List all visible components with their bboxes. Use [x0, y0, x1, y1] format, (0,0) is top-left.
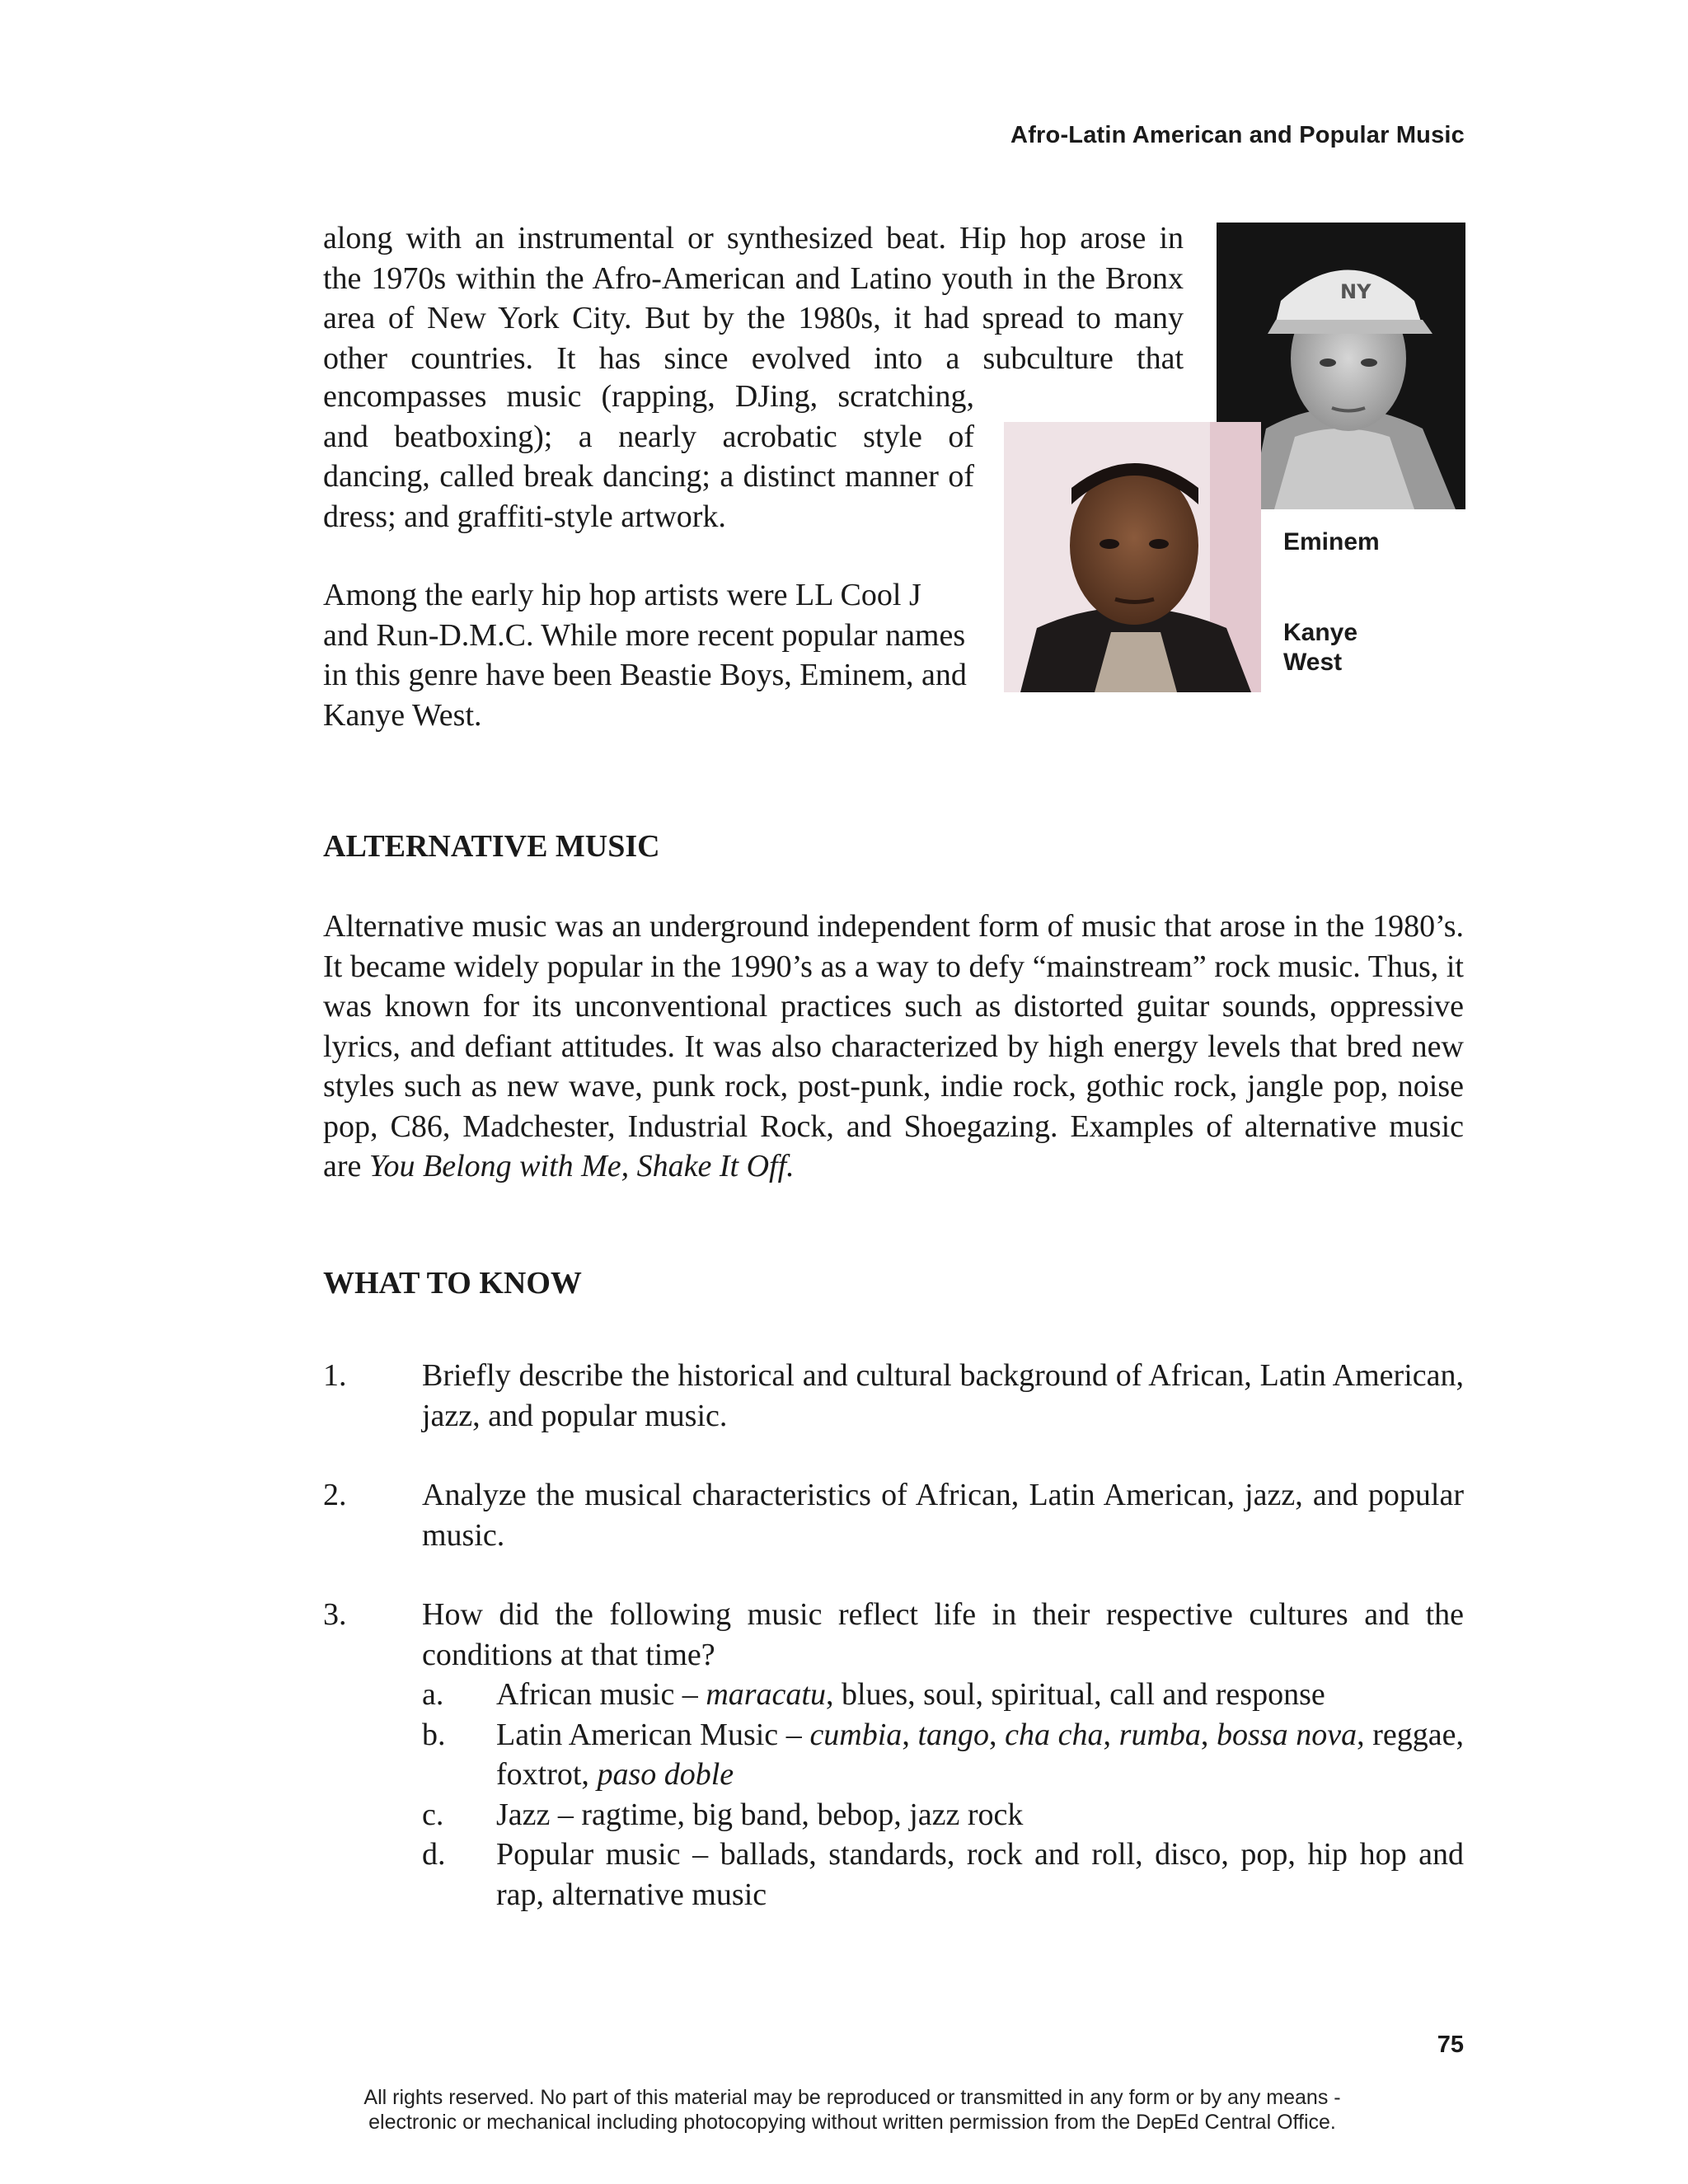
sub-letter: b. [422, 1717, 446, 1752]
text: , [902, 1717, 918, 1752]
alternative-music-heading: ALTERNATIVE MUSIC [323, 829, 660, 864]
list-item [323, 1356, 1464, 1436]
kanye-west-caption [1283, 618, 1357, 677]
italic-term: bossa nova [1217, 1717, 1357, 1752]
what-to-know-heading: WHAT TO KNOW [323, 1266, 582, 1301]
text: Latin American Music – [496, 1717, 810, 1752]
item-number: 3. [323, 1597, 347, 1632]
page-number: 75 [1437, 2032, 1464, 2058]
item-number: 1. [323, 1358, 347, 1393]
list-item [323, 1475, 1464, 1555]
text: , [1200, 1717, 1217, 1752]
svg-text:NY: NY [1340, 280, 1372, 303]
alternative-music-paragraph [323, 907, 1464, 1187]
footer-line: All rights reserved. No part of this material may be reproduced or transmitted in any form or by any means - [363, 2086, 1341, 2109]
item-number: 2. [323, 1478, 347, 1512]
text: African music – [496, 1677, 706, 1712]
kanye-portrait-illustration [1004, 422, 1261, 692]
sub-item [422, 1835, 1464, 1915]
sub-text: Popular music – ballads, standards, rock and roll, disco, pop, hip hop and rap, alternative music [496, 1837, 1464, 1912]
alternative-text: Alternative music was an underground independent form of music that arose in the 1980’s. It became widely popular in the 1990’s as a way to defy “mainstream” rock music. Thus, it was known for its unconventional practices such as distorted guitar sounds, oppressive lyrics, and defiant attitudes. It was also characterized by high energy levels that bred new styles such as new wave, punk rock, post-punk, indie rock, gothic rock, jangle pop, noise pop, C86, Madchester, Industrial Rock, and Shoegazing. Examples of alternative music are [323, 909, 1464, 1183]
item-text: How did the following music reflect life in their respective cultures and the conditions at that time? [422, 1597, 1464, 1672]
caption-line: Kanye [1283, 619, 1358, 646]
copyright-footer [0, 2085, 1688, 2135]
italic-term: tango [917, 1717, 990, 1752]
alternative-examples: You Belong with Me, Shake It Off. [368, 1149, 795, 1183]
text-line: area of New York City. But by the 1980s, it had spread to many [323, 301, 1184, 335]
text-line: other countries. It has since evolved into a subculture that [323, 340, 1184, 376]
hiphop-paragraph-top [323, 218, 1184, 378]
sub-text [496, 1715, 1464, 1795]
italic-term: maracatu [706, 1677, 826, 1712]
hiphop-artists-paragraph: Among the early hip hop artists were LL Cool J and Run-D.M.C. While more recent popular names in this genre have been Beastie Boys, Eminem, and Kanye West. [323, 578, 967, 733]
list-item [323, 1595, 1464, 1915]
eminem-caption: Eminem [1283, 528, 1380, 555]
running-header: Afro-Latin American and Popular Music [1010, 122, 1465, 148]
sub-letter: a. [422, 1677, 444, 1712]
hiphop-paragraph-continued: encompasses music (rapping, DJing, scratching, and beatboxing); a nearly acrobatic style of dancing, called break dancing; a distinct manner of dress; and graffiti-style artwork. [323, 379, 974, 534]
footer-line: electronic or mechanical including photocopying without written permission from the DepEd Central Office. [368, 2111, 1336, 2134]
sub-item [422, 1795, 1464, 1835]
text: , [989, 1717, 1006, 1752]
text-line: along with an instrumental or synthesized beat. Hip hop arose in [323, 221, 1184, 255]
sub-item [422, 1715, 1464, 1795]
sub-text: Jazz – ragtime, big band, bebop, jazz rock [496, 1797, 1024, 1832]
text-line: the 1970s within the Afro-American and Latino youth in the Bronx [323, 260, 1184, 296]
caption-line: West [1283, 649, 1343, 676]
sub-list [422, 1675, 1464, 1915]
item-text: Analyze the musical characteristics of African, Latin American, jazz, and popular music. [422, 1478, 1464, 1553]
text: , [1103, 1717, 1119, 1752]
item-text: Briefly describe the historical and cultural background of African, Latin American, jazz, and popular music. [422, 1358, 1464, 1433]
sub-text [496, 1675, 1464, 1715]
italic-term: rumba [1118, 1717, 1201, 1752]
italic-term: cumbia [809, 1717, 903, 1752]
sub-letter: c. [422, 1797, 444, 1832]
text: , reggae, foxtrot, [496, 1717, 1465, 1792]
sub-item [422, 1675, 1464, 1715]
italic-term: paso doble [597, 1757, 734, 1792]
text: , blues, soul, spiritual, call and response [825, 1677, 1325, 1712]
sub-letter: d. [422, 1837, 446, 1872]
italic-term: cha cha [1005, 1717, 1104, 1752]
kanye-west-photo [1004, 422, 1261, 692]
